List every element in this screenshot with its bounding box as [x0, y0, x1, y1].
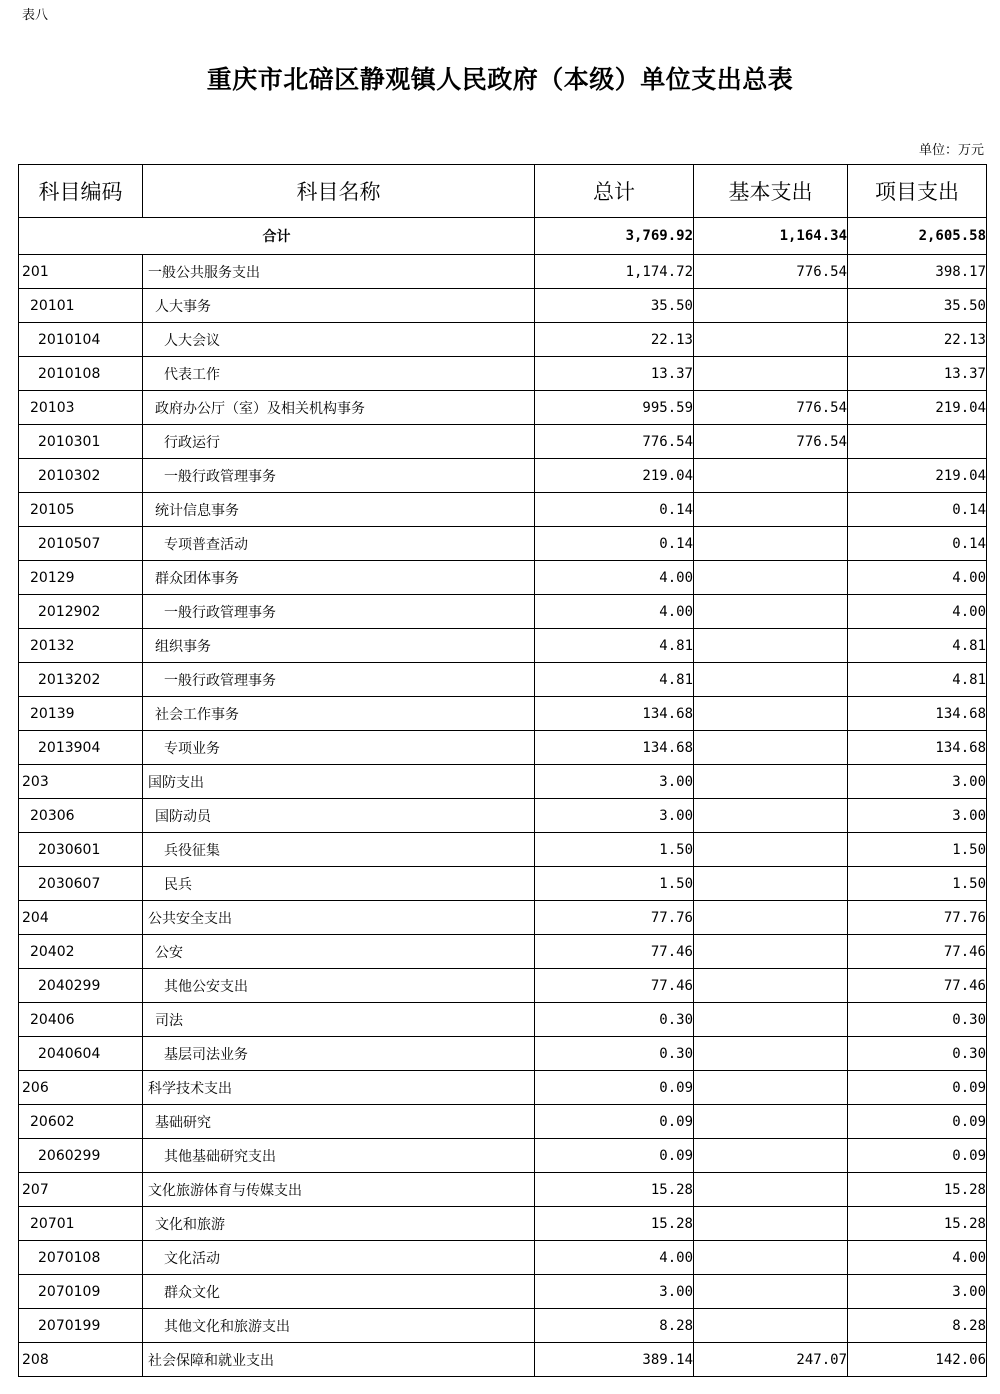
row-project: 35.50: [848, 289, 987, 323]
row-name: 组织事务: [143, 629, 535, 663]
header-code: 科目编码: [19, 165, 143, 218]
row-basic: [694, 731, 848, 765]
row-code: 2070199: [19, 1309, 143, 1343]
row-basic: [694, 459, 848, 493]
row-name: 一般行政管理事务: [143, 459, 535, 493]
row-total: 4.81: [535, 629, 694, 663]
row-basic: [694, 901, 848, 935]
row-name: 行政运行: [143, 425, 535, 459]
row-code: 2040604: [19, 1037, 143, 1071]
row-project: 134.68: [848, 697, 987, 731]
table-row: [19, 323, 987, 357]
row-code: 208: [19, 1343, 143, 1377]
table-row: [19, 595, 987, 629]
row-code: 2030601: [19, 833, 143, 867]
row-total: 22.13: [535, 323, 694, 357]
row-total: 219.04: [535, 459, 694, 493]
row-code: 2070108: [19, 1241, 143, 1275]
row-code: 2010108: [19, 357, 143, 391]
expenditure-table: [18, 164, 987, 1377]
row-code: 20132: [19, 629, 143, 663]
row-code: 2010302: [19, 459, 143, 493]
header-total: 总计: [535, 165, 694, 218]
row-total: 15.28: [535, 1207, 694, 1241]
table-row: [19, 697, 987, 731]
row-total: 389.14: [535, 1343, 694, 1377]
row-name: 人大会议: [143, 323, 535, 357]
page-title: 重庆市北碚区静观镇人民政府（本级）单位支出总表: [206, 65, 794, 94]
row-code: 207: [19, 1173, 143, 1207]
row-basic: [694, 629, 848, 663]
row-project: 0.09: [848, 1139, 987, 1173]
row-basic: [694, 867, 848, 901]
row-basic: [694, 595, 848, 629]
header-project: 项目支出: [848, 165, 987, 218]
row-basic: 776.54: [694, 425, 848, 459]
row-basic: 776.54: [694, 391, 848, 425]
row-project: 1.50: [848, 833, 987, 867]
row-code: 20101: [19, 289, 143, 323]
row-code: 2012902: [19, 595, 143, 629]
row-code: 2010104: [19, 323, 143, 357]
row-name: 国防支出: [143, 765, 535, 799]
row-total: 776.54: [535, 425, 694, 459]
row-basic: [694, 1139, 848, 1173]
row-name: 一般行政管理事务: [143, 595, 535, 629]
table-row: [19, 255, 987, 289]
row-code: 20139: [19, 697, 143, 731]
table-row: [19, 1173, 987, 1207]
row-project: 0.09: [848, 1105, 987, 1139]
table-row: [19, 833, 987, 867]
row-basic: 247.07: [694, 1343, 848, 1377]
row-name: 文化旅游体育与传媒支出: [143, 1173, 535, 1207]
unit-label: 单位：万元: [918, 143, 984, 158]
row-basic: [694, 935, 848, 969]
table-row: [19, 765, 987, 799]
row-basic: [694, 1309, 848, 1343]
row-code: 20406: [19, 1003, 143, 1037]
table-row: [19, 935, 987, 969]
row-code: 2030607: [19, 867, 143, 901]
row-project: 77.76: [848, 901, 987, 935]
row-total: 134.68: [535, 697, 694, 731]
row-code: 2070109: [19, 1275, 143, 1309]
total-row: [19, 218, 987, 255]
row-project: 142.06: [848, 1343, 987, 1377]
row-project: 4.00: [848, 561, 987, 595]
row-basic: [694, 527, 848, 561]
row-basic: [694, 1275, 848, 1309]
row-code: 2040299: [19, 969, 143, 1003]
row-code: 20602: [19, 1105, 143, 1139]
row-total: 3.00: [535, 1275, 694, 1309]
row-total: 4.00: [535, 595, 694, 629]
row-code: 2060299: [19, 1139, 143, 1173]
row-project: 4.81: [848, 629, 987, 663]
table-row: [19, 901, 987, 935]
row-name: 国防动员: [143, 799, 535, 833]
table-row: [19, 1003, 987, 1037]
table-row: [19, 289, 987, 323]
row-code: 2010301: [19, 425, 143, 459]
row-name: 基层司法业务: [143, 1037, 535, 1071]
total-sum: 3,769.92: [535, 218, 694, 255]
row-name: 其他基础研究支出: [143, 1139, 535, 1173]
table-row: [19, 1241, 987, 1275]
row-total: 0.30: [535, 1037, 694, 1071]
row-name: 一般公共服务支出: [143, 255, 535, 289]
table-row: [19, 1139, 987, 1173]
row-total: 13.37: [535, 357, 694, 391]
row-name: 社会工作事务: [143, 697, 535, 731]
row-code: 2010507: [19, 527, 143, 561]
row-total: 0.30: [535, 1003, 694, 1037]
row-name: 民兵: [143, 867, 535, 901]
row-basic: 776.54: [694, 255, 848, 289]
row-project: 4.81: [848, 663, 987, 697]
row-project: [848, 425, 987, 459]
row-code: 204: [19, 901, 143, 935]
row-total: 0.09: [535, 1105, 694, 1139]
row-code: 20701: [19, 1207, 143, 1241]
table-row: [19, 867, 987, 901]
row-basic: [694, 697, 848, 731]
row-code: 201: [19, 255, 143, 289]
row-project: 15.28: [848, 1207, 987, 1241]
row-total: 1.50: [535, 867, 694, 901]
row-basic: [694, 799, 848, 833]
row-name: 政府办公厅（室）及相关机构事务: [143, 391, 535, 425]
row-name: 基础研究: [143, 1105, 535, 1139]
row-basic: [694, 663, 848, 697]
table-row: [19, 1037, 987, 1071]
row-basic: [694, 1071, 848, 1105]
row-code: 2013904: [19, 731, 143, 765]
row-total: 0.09: [535, 1071, 694, 1105]
table-row: [19, 1105, 987, 1139]
table-row: [19, 1071, 987, 1105]
row-code: 20402: [19, 935, 143, 969]
row-basic: [694, 1037, 848, 1071]
row-total: 0.14: [535, 493, 694, 527]
row-code: 20306: [19, 799, 143, 833]
row-basic: [694, 323, 848, 357]
total-basic: 1,164.34: [694, 218, 848, 255]
row-name: 人大事务: [143, 289, 535, 323]
table-row: [19, 731, 987, 765]
row-project: 0.09: [848, 1071, 987, 1105]
row-basic: [694, 561, 848, 595]
row-project: 134.68: [848, 731, 987, 765]
row-project: 15.28: [848, 1173, 987, 1207]
row-project: 4.00: [848, 595, 987, 629]
row-total: 1.50: [535, 833, 694, 867]
row-name: 文化和旅游: [143, 1207, 535, 1241]
row-name: 群众团体事务: [143, 561, 535, 595]
row-name: 社会保障和就业支出: [143, 1343, 535, 1377]
row-total: 77.46: [535, 935, 694, 969]
row-total: 15.28: [535, 1173, 694, 1207]
table-row: [19, 1309, 987, 1343]
table-row: [19, 493, 987, 527]
total-project: 2,605.58: [848, 218, 987, 255]
row-basic: [694, 1241, 848, 1275]
row-name: 统计信息事务: [143, 493, 535, 527]
row-total: 77.76: [535, 901, 694, 935]
row-project: 77.46: [848, 969, 987, 1003]
row-basic: [694, 833, 848, 867]
row-project: 0.14: [848, 527, 987, 561]
row-name: 一般行政管理事务: [143, 663, 535, 697]
row-name: 专项普查活动: [143, 527, 535, 561]
row-name: 其他公安支出: [143, 969, 535, 1003]
row-code: 203: [19, 765, 143, 799]
row-basic: [694, 493, 848, 527]
row-total: 4.81: [535, 663, 694, 697]
table-row: [19, 1207, 987, 1241]
table-row: [19, 629, 987, 663]
table-row: [19, 1275, 987, 1309]
row-project: 22.13: [848, 323, 987, 357]
row-name: 文化活动: [143, 1241, 535, 1275]
row-project: 13.37: [848, 357, 987, 391]
row-project: 0.30: [848, 1003, 987, 1037]
row-name: 专项业务: [143, 731, 535, 765]
row-project: 4.00: [848, 1241, 987, 1275]
row-total: 35.50: [535, 289, 694, 323]
row-name: 科学技术支出: [143, 1071, 535, 1105]
row-basic: [694, 289, 848, 323]
table-row: [19, 425, 987, 459]
table-row: [19, 357, 987, 391]
table-row: [19, 799, 987, 833]
header-row: [19, 165, 987, 218]
row-name: 其他文化和旅游支出: [143, 1309, 535, 1343]
row-total: 8.28: [535, 1309, 694, 1343]
row-basic: [694, 1105, 848, 1139]
row-project: 219.04: [848, 391, 987, 425]
row-basic: [694, 1173, 848, 1207]
table-row: [19, 663, 987, 697]
header-basic: 基本支出: [694, 165, 848, 218]
row-name: 公安: [143, 935, 535, 969]
row-project: 219.04: [848, 459, 987, 493]
row-name: 兵役征集: [143, 833, 535, 867]
table-row: [19, 969, 987, 1003]
row-code: 20129: [19, 561, 143, 595]
row-total: 134.68: [535, 731, 694, 765]
table-row: [19, 527, 987, 561]
row-total: 3.00: [535, 799, 694, 833]
row-basic: [694, 357, 848, 391]
row-project: 3.00: [848, 765, 987, 799]
table-number-label: 表八: [22, 8, 49, 23]
row-project: 0.30: [848, 1037, 987, 1071]
row-code: 20105: [19, 493, 143, 527]
row-total: 1,174.72: [535, 255, 694, 289]
row-total: 0.09: [535, 1139, 694, 1173]
row-basic: [694, 765, 848, 799]
table-row: [19, 561, 987, 595]
row-name: 司法: [143, 1003, 535, 1037]
row-project: 3.00: [848, 1275, 987, 1309]
row-project: 77.46: [848, 935, 987, 969]
table-row: [19, 459, 987, 493]
row-total: 4.00: [535, 1241, 694, 1275]
row-basic: [694, 969, 848, 1003]
row-name: 群众文化: [143, 1275, 535, 1309]
row-project: 398.17: [848, 255, 987, 289]
row-name: 公共安全支出: [143, 901, 535, 935]
row-project: 3.00: [848, 799, 987, 833]
row-basic: [694, 1003, 848, 1037]
row-code: 20103: [19, 391, 143, 425]
row-basic: [694, 1207, 848, 1241]
table-row: [19, 391, 987, 425]
row-total: 77.46: [535, 969, 694, 1003]
row-code: 206: [19, 1071, 143, 1105]
row-total: 4.00: [535, 561, 694, 595]
row-total: 0.14: [535, 527, 694, 561]
row-total: 995.59: [535, 391, 694, 425]
total-label: 合计: [19, 218, 535, 255]
row-name: 代表工作: [143, 357, 535, 391]
row-project: 8.28: [848, 1309, 987, 1343]
row-code: 2013202: [19, 663, 143, 697]
row-total: 3.00: [535, 765, 694, 799]
header-name: 科目名称: [143, 165, 535, 218]
row-project: 0.14: [848, 493, 987, 527]
row-project: 1.50: [848, 867, 987, 901]
table-row: [19, 1343, 987, 1377]
